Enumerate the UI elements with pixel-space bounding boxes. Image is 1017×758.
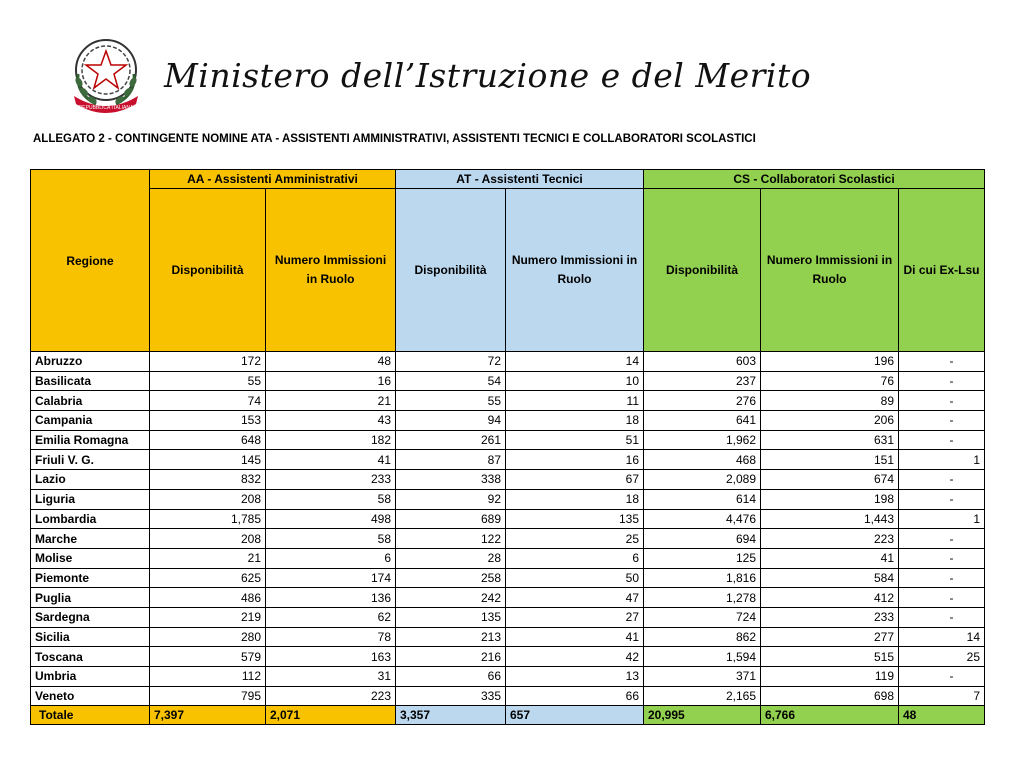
cell-at-immissioni: 16	[506, 450, 644, 470]
total-cs-disponibilita: 20,995	[644, 706, 761, 725]
cell-aa-immissioni: 174	[266, 568, 396, 588]
table-row	[31, 667, 985, 687]
cell-aa-disponibilita: 219	[150, 607, 266, 627]
cell-at-immissioni: 42	[506, 647, 644, 667]
cell-cs-ex-lsu: -	[899, 588, 985, 608]
cell-aa-disponibilita: 280	[150, 627, 266, 647]
cell-at-immissioni: 41	[506, 627, 644, 647]
cell-cs-disponibilita: 125	[644, 548, 761, 568]
cell-region-name: Emilia Romagna	[31, 430, 150, 450]
cell-aa-disponibilita: 486	[150, 588, 266, 608]
cell-cs-immissioni: 119	[761, 667, 899, 687]
total-aa-immissioni: 2,071	[266, 706, 396, 725]
cell-cs-disponibilita: 2,165	[644, 686, 761, 706]
col-header-cs-immissioni: Numero Immissioni in Ruolo	[761, 189, 899, 352]
cell-at-immissioni: 18	[506, 489, 644, 509]
cell-cs-immissioni: 515	[761, 647, 899, 667]
total-aa-disponibilita: 7,397	[150, 706, 266, 725]
table-row	[31, 627, 985, 647]
col-header-at-disponibilita: Disponibilità	[396, 189, 506, 352]
cell-region-name: Campania	[31, 411, 150, 431]
group-header-at: AT - Assistenti Tecnici	[396, 170, 644, 189]
cell-at-immissioni: 27	[506, 607, 644, 627]
cell-cs-ex-lsu: -	[899, 607, 985, 627]
cell-cs-disponibilita: 724	[644, 607, 761, 627]
cell-region-name: Sicilia	[31, 627, 150, 647]
cell-at-immissioni: 6	[506, 548, 644, 568]
cell-at-immissioni: 47	[506, 588, 644, 608]
cell-cs-ex-lsu: 7	[899, 686, 985, 706]
cell-aa-disponibilita: 145	[150, 450, 266, 470]
cell-aa-immissioni: 58	[266, 529, 396, 549]
cell-aa-immissioni: 163	[266, 647, 396, 667]
ministry-name: Ministero dell’Istruzione e del Merito	[164, 56, 812, 95]
cell-cs-immissioni: 206	[761, 411, 899, 431]
cell-at-immissioni: 135	[506, 509, 644, 529]
cell-cs-ex-lsu: 14	[899, 627, 985, 647]
cell-cs-immissioni: 41	[761, 548, 899, 568]
cell-aa-immissioni: 6	[266, 548, 396, 568]
table-row	[31, 548, 985, 568]
cell-cs-ex-lsu: -	[899, 568, 985, 588]
cell-cs-immissioni: 233	[761, 607, 899, 627]
cell-cs-immissioni: 89	[761, 391, 899, 411]
cell-at-disponibilita: 338	[396, 470, 506, 490]
cell-cs-immissioni: 223	[761, 529, 899, 549]
italian-republic-emblem-icon	[66, 34, 146, 114]
cell-aa-disponibilita: 21	[150, 548, 266, 568]
cell-aa-disponibilita: 579	[150, 647, 266, 667]
cell-region-name: Molise	[31, 548, 150, 568]
table-row	[31, 509, 985, 529]
cell-aa-disponibilita: 648	[150, 430, 266, 450]
table-row	[31, 371, 985, 391]
cell-at-immissioni: 11	[506, 391, 644, 411]
cell-at-immissioni: 25	[506, 529, 644, 549]
cell-cs-ex-lsu: -	[899, 548, 985, 568]
cell-region-name: Marche	[31, 529, 150, 549]
cell-cs-disponibilita: 641	[644, 411, 761, 431]
cell-aa-disponibilita: 832	[150, 470, 266, 490]
table-row	[31, 529, 985, 549]
emblem-ribbon-text: REPUBBLICA ITALIANA	[78, 105, 134, 111]
cell-cs-disponibilita: 468	[644, 450, 761, 470]
cell-at-immissioni: 66	[506, 686, 644, 706]
cell-at-disponibilita: 213	[396, 627, 506, 647]
col-header-cs-disponibilita: Disponibilità	[644, 189, 761, 352]
cell-at-disponibilita: 94	[396, 411, 506, 431]
cell-aa-immissioni: 16	[266, 371, 396, 391]
ata-appointments-table	[30, 169, 985, 725]
cell-cs-disponibilita: 614	[644, 489, 761, 509]
cell-cs-ex-lsu: 1	[899, 509, 985, 529]
col-header-cs-ex-lsu: Di cui Ex-Lsu	[899, 189, 985, 352]
cell-aa-disponibilita: 625	[150, 568, 266, 588]
cell-cs-immissioni: 412	[761, 588, 899, 608]
cell-aa-disponibilita: 172	[150, 352, 266, 372]
cell-cs-ex-lsu: -	[899, 352, 985, 372]
table-row	[31, 470, 985, 490]
cell-at-immissioni: 13	[506, 667, 644, 687]
cell-aa-disponibilita: 208	[150, 529, 266, 549]
cell-cs-immissioni: 277	[761, 627, 899, 647]
cell-aa-immissioni: 43	[266, 411, 396, 431]
total-at-disponibilita: 3,357	[396, 706, 506, 725]
cell-region-name: Umbria	[31, 667, 150, 687]
table-row	[31, 489, 985, 509]
cell-region-name: Lombardia	[31, 509, 150, 529]
cell-cs-ex-lsu: -	[899, 470, 985, 490]
cell-region-name: Toscana	[31, 647, 150, 667]
cell-at-disponibilita: 258	[396, 568, 506, 588]
cell-aa-immissioni: 498	[266, 509, 396, 529]
cell-at-disponibilita: 87	[396, 450, 506, 470]
region-header: Regione	[31, 170, 150, 352]
table-row	[31, 568, 985, 588]
cell-at-immissioni: 51	[506, 430, 644, 450]
cell-aa-immissioni: 136	[266, 588, 396, 608]
total-cs-immissioni: 6,766	[761, 706, 899, 725]
cell-aa-immissioni: 62	[266, 607, 396, 627]
cell-cs-disponibilita: 603	[644, 352, 761, 372]
total-cs-ex-lsu: 48	[899, 706, 985, 725]
cell-at-disponibilita: 92	[396, 489, 506, 509]
cell-aa-immissioni: 31	[266, 667, 396, 687]
cell-aa-disponibilita: 55	[150, 371, 266, 391]
cell-aa-immissioni: 78	[266, 627, 396, 647]
table-row	[31, 391, 985, 411]
cell-cs-immissioni: 674	[761, 470, 899, 490]
cell-region-name: Lazio	[31, 470, 150, 490]
cell-aa-disponibilita: 112	[150, 667, 266, 687]
cell-at-disponibilita: 28	[396, 548, 506, 568]
cell-cs-immissioni: 196	[761, 352, 899, 372]
table-row	[31, 607, 985, 627]
cell-at-disponibilita: 66	[396, 667, 506, 687]
cell-aa-disponibilita: 74	[150, 391, 266, 411]
cell-cs-ex-lsu: -	[899, 667, 985, 687]
cell-cs-immissioni: 1,443	[761, 509, 899, 529]
cell-cs-disponibilita: 862	[644, 627, 761, 647]
cell-at-immissioni: 67	[506, 470, 644, 490]
cell-cs-disponibilita: 1,594	[644, 647, 761, 667]
col-header-at-immissioni: Numero Immissioni in Ruolo	[506, 189, 644, 352]
letterhead	[66, 34, 966, 114]
cell-aa-immissioni: 21	[266, 391, 396, 411]
cell-at-immissioni: 10	[506, 371, 644, 391]
cell-region-name: Calabria	[31, 391, 150, 411]
cell-cs-immissioni: 198	[761, 489, 899, 509]
cell-at-disponibilita: 135	[396, 607, 506, 627]
cell-region-name: Liguria	[31, 489, 150, 509]
cell-cs-disponibilita: 371	[644, 667, 761, 687]
cell-cs-disponibilita: 276	[644, 391, 761, 411]
cell-cs-ex-lsu: -	[899, 430, 985, 450]
cell-cs-disponibilita: 1,816	[644, 568, 761, 588]
cell-aa-disponibilita: 208	[150, 489, 266, 509]
cell-aa-immissioni: 41	[266, 450, 396, 470]
cell-region-name: Basilicata	[31, 371, 150, 391]
cell-cs-disponibilita: 1,962	[644, 430, 761, 450]
cell-cs-ex-lsu: -	[899, 391, 985, 411]
col-header-aa-disponibilita: Disponibilità	[150, 189, 266, 352]
cell-cs-ex-lsu: 1	[899, 450, 985, 470]
cell-aa-immissioni: 58	[266, 489, 396, 509]
cell-cs-disponibilita: 237	[644, 371, 761, 391]
cell-at-immissioni: 18	[506, 411, 644, 431]
cell-region-name: Piemonte	[31, 568, 150, 588]
cell-region-name: Abruzzo	[31, 352, 150, 372]
cell-region-name: Puglia	[31, 588, 150, 608]
total-at-immissioni: 657	[506, 706, 644, 725]
cell-cs-disponibilita: 1,278	[644, 588, 761, 608]
cell-cs-immissioni: 584	[761, 568, 899, 588]
cell-aa-immissioni: 223	[266, 686, 396, 706]
table-row	[31, 352, 985, 372]
cell-cs-ex-lsu: -	[899, 529, 985, 549]
cell-aa-immissioni: 233	[266, 470, 396, 490]
cell-at-disponibilita: 689	[396, 509, 506, 529]
cell-region-name: Friuli V. G.	[31, 450, 150, 470]
total-row	[31, 706, 985, 725]
cell-aa-disponibilita: 795	[150, 686, 266, 706]
total-label: Totale	[31, 706, 150, 725]
cell-at-disponibilita: 242	[396, 588, 506, 608]
table-row	[31, 647, 985, 667]
cell-at-disponibilita: 335	[396, 686, 506, 706]
group-header-cs: CS - Collaboratori Scolastici	[644, 170, 985, 189]
cell-aa-immissioni: 48	[266, 352, 396, 372]
cell-aa-immissioni: 182	[266, 430, 396, 450]
cell-region-name: Sardegna	[31, 607, 150, 627]
cell-region-name: Veneto	[31, 686, 150, 706]
cell-at-disponibilita: 55	[396, 391, 506, 411]
table-row	[31, 411, 985, 431]
table-row	[31, 450, 985, 470]
group-header-aa: AA - Assistenti Amministrativi	[150, 170, 396, 189]
cell-at-disponibilita: 261	[396, 430, 506, 450]
cell-aa-disponibilita: 153	[150, 411, 266, 431]
cell-cs-immissioni: 76	[761, 371, 899, 391]
cell-at-disponibilita: 72	[396, 352, 506, 372]
cell-cs-ex-lsu: -	[899, 371, 985, 391]
cell-at-disponibilita: 54	[396, 371, 506, 391]
cell-cs-disponibilita: 2,089	[644, 470, 761, 490]
cell-at-disponibilita: 122	[396, 529, 506, 549]
cell-at-immissioni: 14	[506, 352, 644, 372]
cell-at-immissioni: 50	[506, 568, 644, 588]
cell-cs-ex-lsu: 25	[899, 647, 985, 667]
table-row	[31, 430, 985, 450]
cell-at-disponibilita: 216	[396, 647, 506, 667]
cell-aa-disponibilita: 1,785	[150, 509, 266, 529]
cell-cs-immissioni: 631	[761, 430, 899, 450]
cell-cs-disponibilita: 694	[644, 529, 761, 549]
cell-cs-immissioni: 151	[761, 450, 899, 470]
cell-cs-ex-lsu: -	[899, 411, 985, 431]
cell-cs-disponibilita: 4,476	[644, 509, 761, 529]
table-row	[31, 686, 985, 706]
cell-cs-ex-lsu: -	[899, 489, 985, 509]
col-header-aa-immissioni: Numero Immissioni in Ruolo	[266, 189, 396, 352]
cell-cs-immissioni: 698	[761, 686, 899, 706]
document-title: ALLEGATO 2 - CONTINGENTE NOMINE ATA - ASSISTENTI AMMINISTRATIVI, ASSISTENTI TECNICI E COLLABORATORI SCOLASTICI	[33, 133, 756, 145]
table-row	[31, 588, 985, 608]
